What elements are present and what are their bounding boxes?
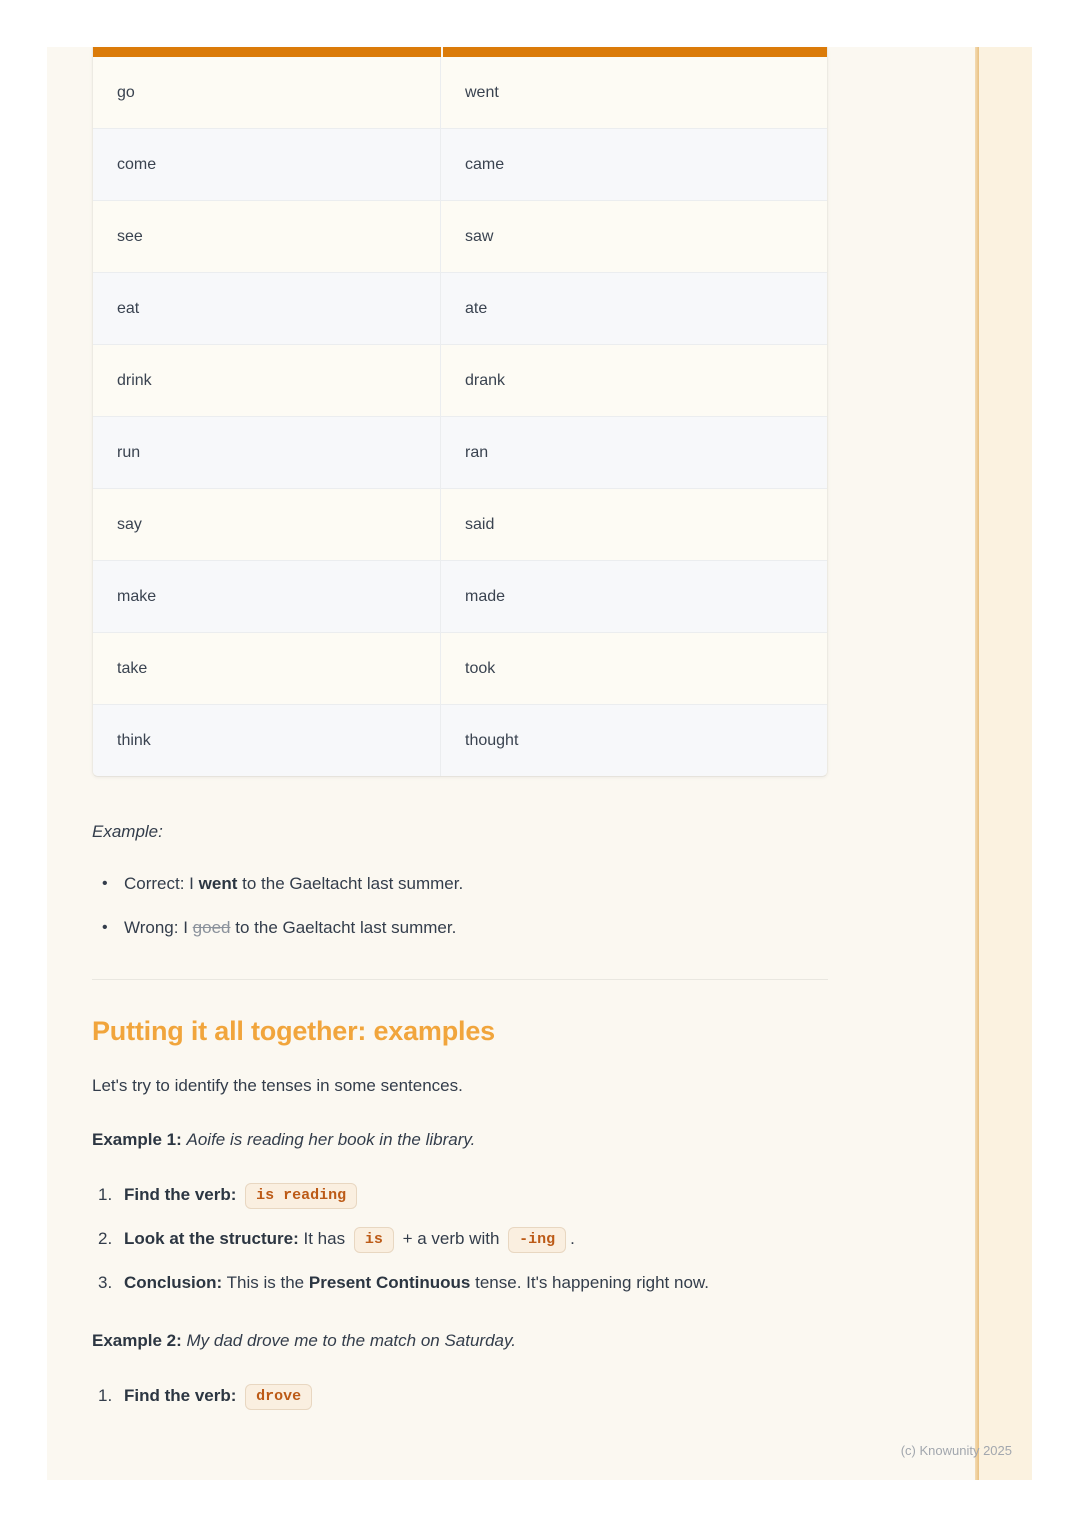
step-text: It has <box>303 1229 346 1248</box>
verb-past-cell: drank <box>441 345 827 417</box>
example-1-text: Aoife is reading her book in the library. <box>186 1130 476 1149</box>
list-item <box>92 917 828 939</box>
document-page <box>47 47 1032 1480</box>
table-row <box>93 561 827 633</box>
table-row <box>93 273 827 345</box>
step-item <box>92 1222 828 1255</box>
example-1-steps <box>92 1178 828 1299</box>
verb-base-cell: run <box>93 417 441 489</box>
page-margin-accent-line <box>975 47 979 1480</box>
table-row <box>93 705 827 776</box>
example-2-label: Example 2: <box>92 1331 182 1350</box>
code-chip: is <box>354 1227 394 1253</box>
step-number: 2. <box>98 1229 113 1248</box>
step-number: 1. <box>98 1386 113 1405</box>
code-chip: drove <box>245 1384 312 1410</box>
verb-base-cell: drink <box>93 345 441 417</box>
step-label: Find the verb: <box>124 1185 237 1204</box>
verb-base-cell: see <box>93 201 441 273</box>
table-top-bar-segment <box>93 47 441 57</box>
step-bold-term: Present Continuous <box>308 1273 471 1292</box>
verb-past-cell: came <box>441 129 827 201</box>
verb-past-cell: thought <box>465 732 519 749</box>
step-item <box>92 1266 828 1299</box>
step-text: tense. It's happening right now. <box>475 1273 709 1292</box>
table-row <box>93 345 827 417</box>
bullet-text: to the Gaeltacht last summer. <box>242 874 464 893</box>
bullet-text: to the Gaeltacht last summer. <box>235 918 457 937</box>
list-item <box>92 873 828 895</box>
table-top-bar-segment <box>443 47 827 57</box>
step-label: Conclusion: <box>124 1273 223 1292</box>
table-row <box>93 201 827 273</box>
verb-base-cell: go <box>93 57 441 129</box>
table-row <box>93 633 827 705</box>
table-row <box>93 489 827 561</box>
verb-past-cell: ran <box>441 417 827 489</box>
example-2-sentence <box>92 1329 828 1353</box>
bullet-bold-word: went <box>198 874 238 893</box>
example-2-steps <box>92 1379 828 1412</box>
verb-base-cell: make <box>93 561 441 633</box>
step-text: + a verb with <box>402 1229 500 1248</box>
verb-base-cell: take <box>93 633 441 705</box>
step-item <box>92 1178 828 1211</box>
irregular-verbs-table <box>92 47 828 777</box>
example-1-label: Example 1: <box>92 1130 182 1149</box>
page-content <box>92 47 828 1412</box>
step-text: This is the <box>226 1273 305 1292</box>
example-bullet-list <box>92 873 828 939</box>
example-2-text: My dad drove me to the match on Saturday. <box>186 1331 516 1350</box>
table-row <box>93 57 827 129</box>
verb-past-cell: said <box>441 489 827 561</box>
verb-base-cell: come <box>93 129 441 201</box>
copyright-watermark: (c) Knowunity 2025 <box>900 1443 1012 1458</box>
step-label: Find the verb: <box>124 1386 237 1405</box>
verb-past-cell: saw <box>441 201 827 273</box>
bullet-struck-word: goed <box>192 918 231 937</box>
verb-past-cell: went <box>441 57 827 129</box>
example-label: Example: <box>92 822 163 841</box>
code-chip: -ing <box>508 1227 566 1253</box>
page-margin-band <box>979 47 1032 1480</box>
section-intro: Let's try to identify the tenses in some sentences. <box>92 1076 463 1095</box>
step-number: 3. <box>98 1273 113 1292</box>
verb-base-cell: say <box>93 489 441 561</box>
bullet-text: Correct: I <box>124 874 194 893</box>
verb-base-cell: eat <box>93 273 441 345</box>
step-label: Look at the structure: <box>124 1229 299 1248</box>
verb-past-cell: took <box>441 633 827 705</box>
code-chip: is reading <box>245 1183 357 1209</box>
table-row <box>93 129 827 201</box>
step-text: . <box>570 1229 575 1248</box>
section-divider <box>92 979 828 980</box>
example-1-sentence <box>92 1128 828 1152</box>
step-number: 1. <box>98 1185 113 1204</box>
section-heading: Putting it all together: examples <box>92 1016 495 1046</box>
verb-base-cell: think <box>93 705 441 776</box>
step-item <box>92 1379 828 1412</box>
verb-past-cell: made <box>441 561 827 633</box>
table-top-bar <box>93 47 827 57</box>
verb-past-cell: ate <box>441 273 827 345</box>
table-row <box>93 417 827 489</box>
bullet-text: Wrong: I <box>124 918 188 937</box>
